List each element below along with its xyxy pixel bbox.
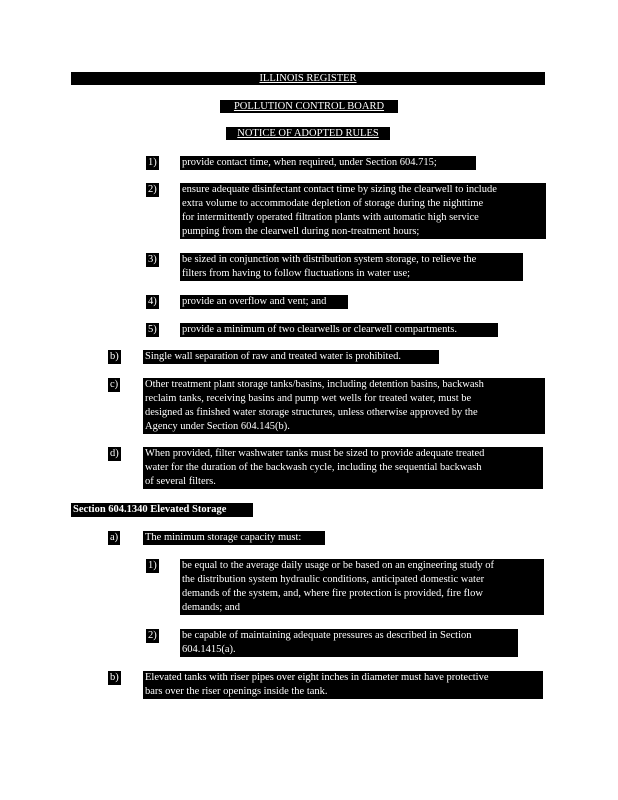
item-4-text: provide an overflow and vent; and: [180, 295, 348, 309]
register-title: ILLINOIS REGISTER: [71, 72, 545, 85]
item-a1-text: be equal to the average daily usage or be based on an engineering study of the distribution system hydraulic conditions, anticipated domestic water demands of the system, and, where fire protection is provided, fire flow demands; and: [180, 559, 544, 615]
item-b-text: Single wall separation of raw and treated water is prohibited.: [143, 350, 439, 364]
agency-title: POLLUTION CONTROL BOARD: [220, 100, 398, 113]
item-a-label: a): [110, 532, 119, 543]
item-b2-text: Elevated tanks with riser pipes over eight inches in diameter must have protective bars over the riser openings inside the tank.: [143, 671, 543, 699]
item-a2-label: 2): [148, 630, 157, 641]
item-1-text: provide contact time, when required, under Section 604.715;: [180, 156, 476, 170]
item-c-label: c): [110, 379, 119, 390]
item-3-label: 3): [148, 254, 157, 265]
item-d-label: d): [110, 448, 119, 459]
notice-title: NOTICE OF ADOPTED RULES: [226, 127, 390, 140]
item-a1-label: 1): [148, 560, 157, 571]
section-heading: Section 604.1340 Elevated Storage: [71, 503, 253, 517]
item-5-text: provide a minimum of two clearwells or clearwell compartments.: [180, 323, 498, 337]
item-b-label: b): [110, 351, 119, 362]
item-2-label: 2): [148, 184, 157, 195]
item-3-text: be sized in conjunction with distribution system storage, to relieve the filters from having to follow fluctuations in water use;: [180, 253, 523, 281]
item-2-text: ensure adequate disinfectant contact time by sizing the clearwell to include extra volume to accommodate depletion of storage during the nighttime for intermittently operated filtration plants with automatic high service pumping from the clearwell during non-treatment hours;: [180, 183, 546, 239]
item-d-text: When provided, filter washwater tanks must be sized to provide adequate treated water for the duration of the backwash cycle, including the sequential backwash of several filters.: [143, 447, 543, 489]
item-c-text: Other treatment plant storage tanks/basins, including detention basins, backwash reclaim tanks, receiving basins and pump wet wells for treated water, must be designed as finished water storage structures, unless otherwise approved by the Agency under Section 604.145(b).: [143, 378, 545, 434]
item-a-text: The minimum storage capacity must:: [143, 531, 325, 545]
item-b2-label: b): [110, 672, 119, 683]
item-4-label: 4): [148, 296, 157, 307]
item-1-label: 1): [148, 157, 157, 168]
item-a2-text: be capable of maintaining adequate pressures as described in Section 604.1415(a).: [180, 629, 518, 657]
item-5-label: 5): [148, 324, 157, 335]
